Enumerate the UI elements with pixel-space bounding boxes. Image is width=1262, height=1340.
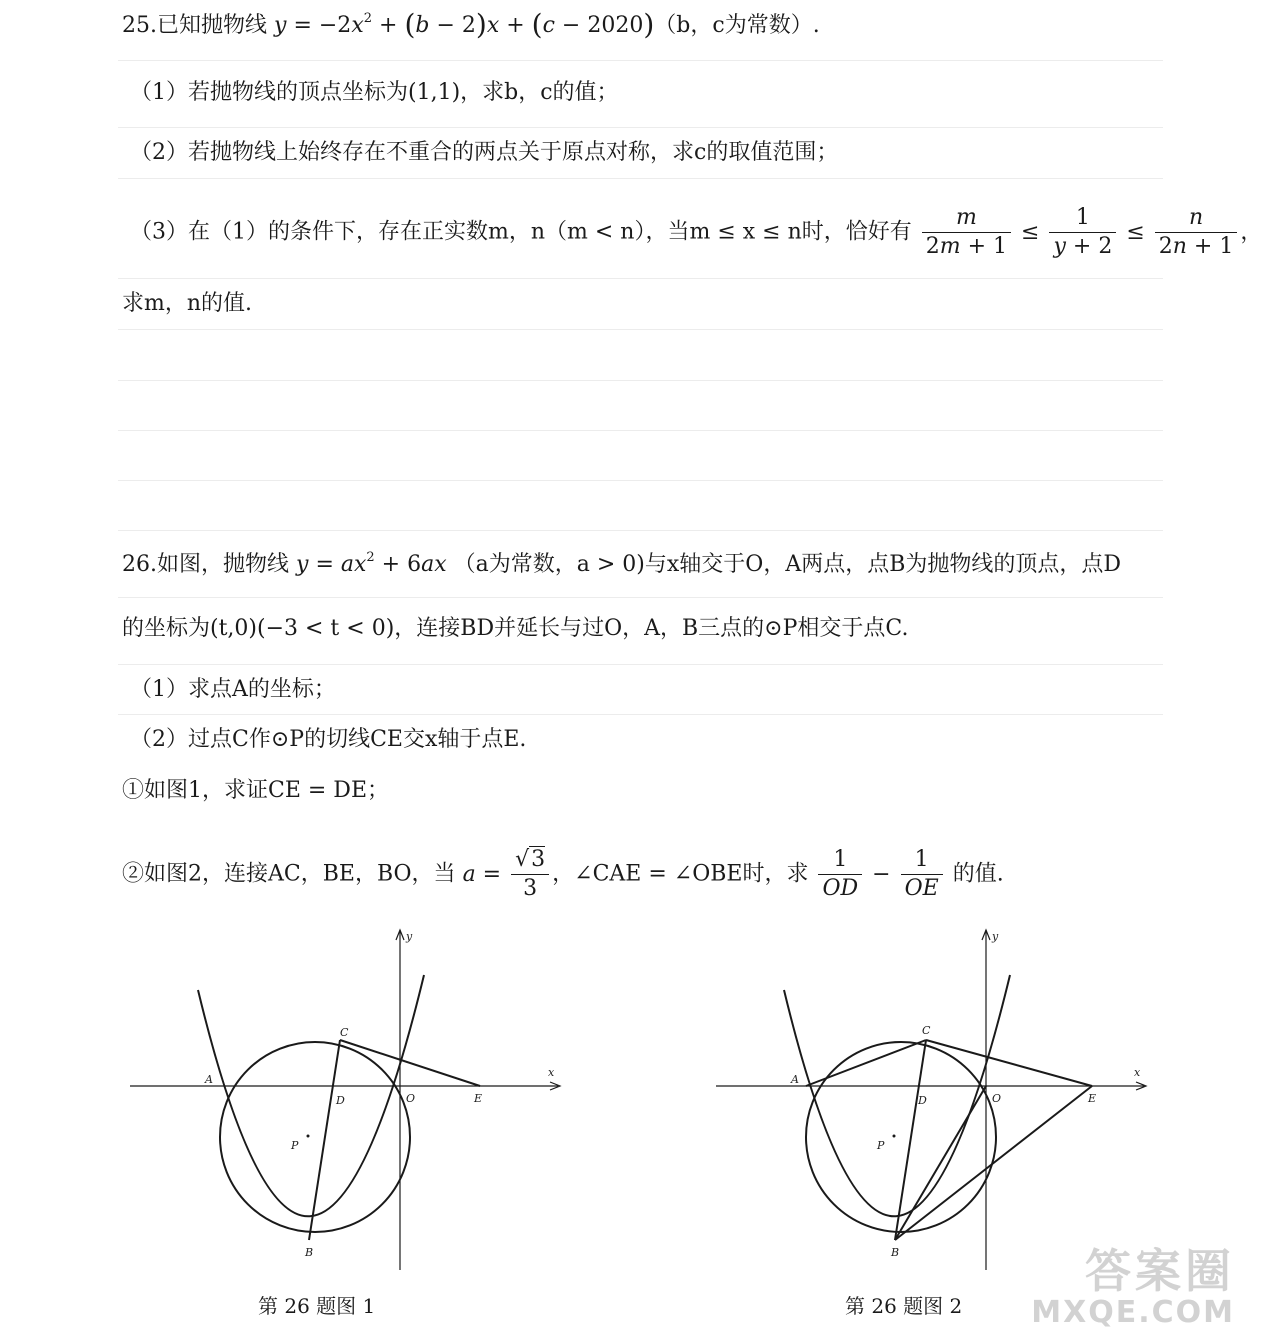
- q25-part3-lead: （3）在（1）的条件下，存在正实数m，n（m < n），当m ≤ x ≤ n时，恰好有: [130, 219, 912, 245]
- label-c: C: [340, 1026, 349, 1039]
- label-x: x: [1134, 1066, 1141, 1079]
- line-bc: [895, 1040, 926, 1240]
- q26-sub2: [122, 848, 1004, 901]
- q25-stem: [122, 10, 820, 41]
- line-bc: [309, 1040, 340, 1240]
- ruled-line: [118, 60, 1163, 61]
- label-y: y: [992, 930, 999, 943]
- q25-stem-lead: 已知抛物线: [157, 13, 268, 38]
- label-y: y: [406, 930, 413, 943]
- label-d: D: [918, 1094, 927, 1107]
- q26-sub2-mid: ，∠CAE = ∠OBE时，求: [552, 861, 809, 887]
- tangent-ce: [926, 1040, 1092, 1086]
- label-a: A: [791, 1073, 799, 1086]
- q26-sub1: ①如图1，求证CE = DE；: [122, 778, 390, 803]
- figure-1: [120, 920, 580, 1280]
- figure-1-caption: 第 26 题图 1: [258, 1294, 376, 1318]
- q26-number: 26.: [122, 552, 157, 577]
- line-bo: [895, 1086, 986, 1240]
- q26-expression: $\frac{1}{OD}$ − $\frac{1}{OE}$: [815, 862, 945, 887]
- parabola: [784, 975, 1010, 1216]
- label-e: E: [474, 1092, 483, 1105]
- label-b: B: [305, 1246, 314, 1259]
- q26-stem1-tail: （a为常数，a > 0)与x轴交于O，A两点，点B为抛物线的顶点，点D: [453, 552, 1122, 577]
- ruled-line: [118, 597, 1163, 598]
- q26-stem-line1: [122, 550, 1121, 580]
- q26-a-value: a = $\frac{√3}{3}$: [463, 862, 553, 887]
- label-p: P: [291, 1139, 299, 1152]
- ruled-line: [118, 714, 1163, 715]
- label-p: P: [877, 1139, 885, 1152]
- label-c: C: [922, 1024, 931, 1037]
- watermark-logo: [1031, 1235, 1235, 1330]
- q25-part3-tail: 求m，n的值.: [122, 291, 253, 316]
- label-x: x: [548, 1066, 555, 1079]
- q26-stem1-lead: 如图，抛物线: [157, 552, 290, 577]
- q25-part3: [130, 206, 1262, 259]
- label-e: E: [1088, 1092, 1097, 1105]
- q26-sub2-tail: 的值.: [952, 861, 1004, 887]
- ruled-line: [118, 430, 1163, 431]
- q25-stem-tail: （b，c为常数）.: [654, 13, 820, 38]
- line-be: [895, 1086, 1092, 1240]
- ruled-line: [118, 530, 1163, 531]
- ruled-line: [118, 127, 1163, 128]
- q25-number: 25.: [122, 13, 157, 38]
- q26-stem-line2: 的坐标为(t,0)(−3 < t < 0)，连接BD并延长与过O，A，B三点的⊙P相交于点C.: [122, 616, 909, 641]
- label-a: A: [205, 1073, 213, 1086]
- figure-2-caption: 第 26 题图 2: [845, 1294, 963, 1318]
- ruled-line: [118, 380, 1163, 381]
- parabola: [198, 975, 424, 1216]
- ruled-line: [118, 278, 1163, 279]
- watermark-line1: 答案圈: [1085, 1244, 1235, 1298]
- center-p-dot: [893, 1135, 896, 1138]
- watermark-line2: MXQE.COM: [1031, 1295, 1235, 1330]
- ruled-line: [118, 480, 1163, 481]
- q26-equation: $y = ax^2 + 6ax$: [296, 550, 447, 577]
- q25-part2: （2）若抛物线上始终存在不重合的两点关于原点对称，求c的取值范围；: [130, 140, 839, 165]
- q25-part1: （1）若抛物线的顶点坐标为(1,1)，求b，c的值；: [130, 80, 619, 105]
- tangent-ce: [340, 1040, 480, 1086]
- q26-part2: （2）过点C作⊙P的切线CE交x轴于点E.: [130, 727, 527, 752]
- label-d: D: [336, 1094, 345, 1107]
- center-p-dot: [307, 1135, 310, 1138]
- ruled-line: [118, 329, 1163, 330]
- ruled-line: [118, 664, 1163, 665]
- label-o: O: [992, 1092, 1002, 1105]
- ruled-line: [118, 178, 1163, 179]
- label-b: B: [891, 1246, 900, 1259]
- q26-part1: （1）求点A的坐标；: [130, 677, 336, 702]
- label-o: O: [406, 1092, 416, 1105]
- figure-2: [706, 920, 1166, 1280]
- q25-equation: $y = -2x^2 + (b - 2)x + (c - 2020)$: [274, 8, 655, 41]
- q26-sub2-lead: ②如图2，连接AC，BE，BO，当: [122, 861, 456, 887]
- q25-inequality: $\frac{m}{2m + 1}$ ≤ $\frac{1}{y + 2}$ ≤ $\frac{n}{2n + 1}$ ，: [919, 220, 1262, 245]
- line-ac: [806, 1040, 926, 1086]
